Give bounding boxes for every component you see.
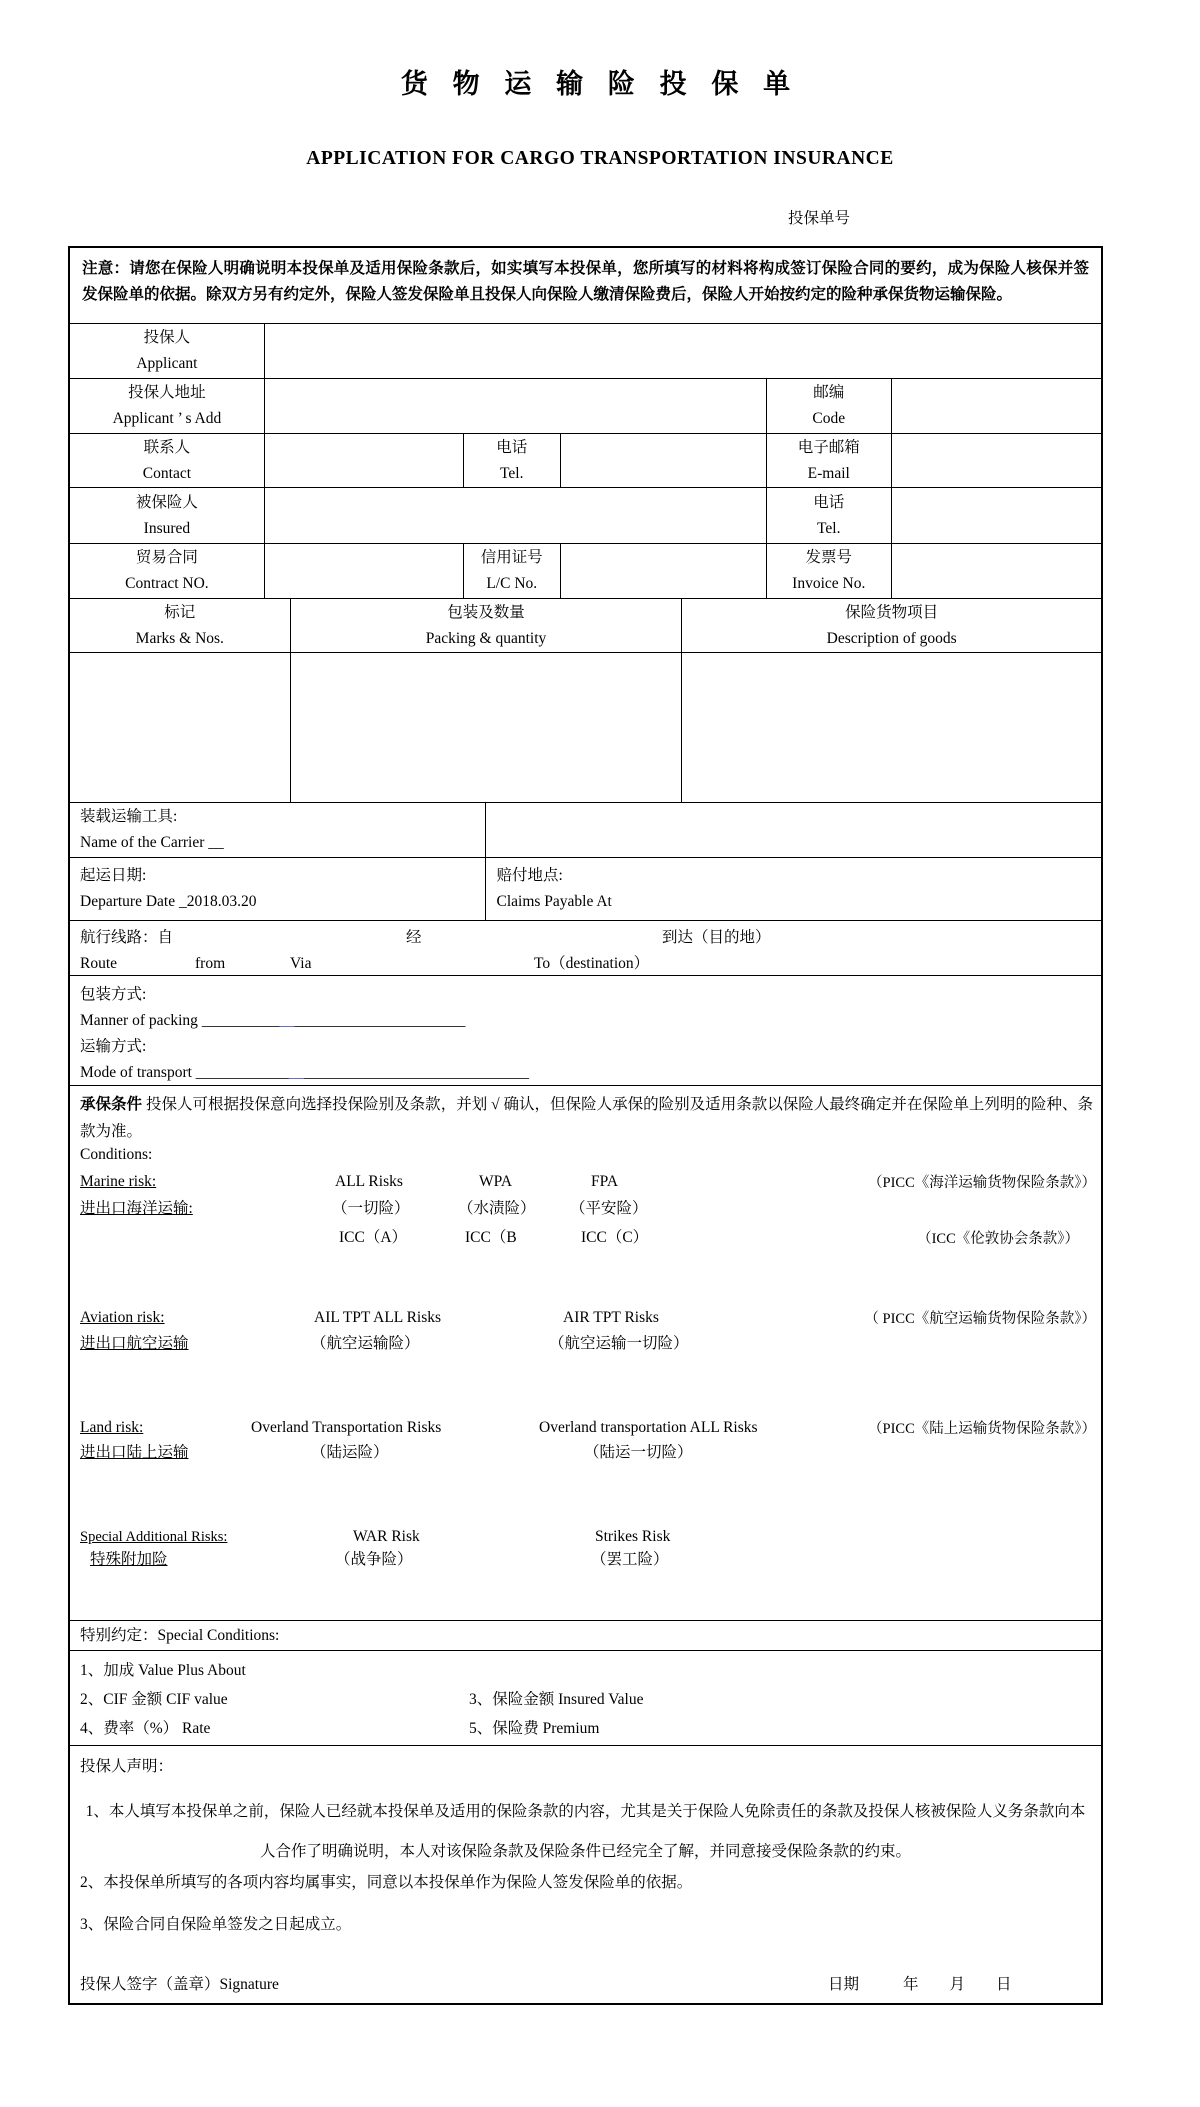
aviation-risk-label-cn: 进出口航空运输 [80,1335,189,1352]
departure-label-cn: 起运日期: [80,867,147,884]
route-cn-from: 航行线路：自 [80,929,174,946]
insured-label-cn: 被保险人 [135,493,198,511]
lc-label-cn: 信用证号 [480,549,543,566]
declaration-item-2: 2、本投保单所填写的各项内容均属事实，同意以本投保单作为保险人签发保险单的依据。 [80,1874,693,1891]
icc-c-option[interactable]: ICC（C） [581,1229,649,1246]
aviation-risk-label: Aviation risk: [80,1309,165,1326]
manner-label-en: Manner of packing [80,1012,202,1029]
packing-header-en: Packing & quantity [425,629,547,647]
land-option2-cn: （陆运一切险） [584,1444,693,1461]
insured-value-item: 3、保险金额 Insured Value [469,1691,644,1708]
email-label-cn: 电子邮箱 [797,438,860,456]
applicant-address-field[interactable] [264,379,766,433]
contact-label [70,434,264,487]
land-risk-label: Land risk: [80,1419,144,1436]
marine-fpa-cn: （平安险） [570,1200,648,1217]
manner-underline-blue: __ [279,1012,295,1029]
war-risk-cn: （战争险） [335,1551,413,1568]
aviation-picc-note: （ PICC《航空运输货物保险条款》） [864,1311,1096,1327]
lc-label [463,544,560,598]
land-overland-all-risks-option[interactable]: Overland transportation ALL Risks [539,1419,758,1436]
applicant-address-label [70,379,264,433]
mode-of-transport-line[interactable] [80,1060,1091,1085]
aviation-all-risks-option[interactable]: AIL TPT ALL Risks [314,1309,442,1326]
marine-all-risks-cn: （一切险） [332,1200,410,1217]
marks-header [70,599,290,652]
carrier-field[interactable] [485,803,1101,857]
route-cn-via: 经 [406,929,422,946]
mode-underline: ____________ [195,1064,289,1081]
aviation-risks-option[interactable]: AIR TPT Risks [563,1309,659,1326]
cif-value-item: 2、CIF 金额 CIF value [80,1691,228,1708]
page-title: 货 物 运 输 险 投 保 单 [400,69,800,99]
mode-label-en: Mode of transport [80,1064,196,1081]
mode-underline-blue: __ [288,1064,305,1081]
special-additional-risks-label: Special Additional Risks: [80,1529,228,1545]
marine-wpa-cn: （水渍险） [458,1200,536,1217]
marks-header-cn: 标记 [164,603,196,621]
carrier-label-cn: 装载运输工具: [80,808,178,825]
carrier-label [70,803,485,857]
conditions-label: Conditions: [80,1146,153,1163]
marks-header-en: Marks & Nos. [135,629,224,647]
tel-label [463,434,560,487]
applicant-label-cn: 投保人 [143,329,191,346]
manner-underline: __________ [201,1012,280,1029]
address-label-en: Applicant ’ s Add [112,410,222,427]
applicant-label [70,324,264,378]
manner-of-packing-line[interactable] [80,1008,1091,1034]
insured-label [70,488,264,543]
invoice-label [766,544,891,598]
date-ymd[interactable]: 年 月 日 [903,1976,1012,1993]
strikes-risk-cn: （罢工险） [591,1551,669,1568]
rate-item: 4、费率（%） Rate [80,1720,211,1737]
insured-tel-label [766,488,891,543]
lc-field[interactable] [560,544,766,598]
insured-label-en: Insured [143,519,191,537]
insured-tel-field[interactable] [891,488,1101,543]
declaration-header: 投保人声明： [80,1758,174,1775]
route-row[interactable] [70,921,1101,975]
land-option1-cn: （陆运险） [311,1444,389,1461]
conditions-section [70,1086,1101,1620]
postcode-label [766,379,891,433]
claims-payable[interactable] [485,858,1101,920]
contract-label-cn: 贸易合同 [135,549,198,566]
tel-label-en: Tel. [500,464,524,482]
notice-text: 注意：请您在保险人明确说明本投保单及适用保险条款后，如实填写本投保单，您所填写的材料将构成签订保险合同的要约，成为保险人核保并签发保险单的依据。除双方另有约定外，保险人签发保险单且投保人向保险人缴清保险费后，保险人开始按约定的险种承保货物运输保险。 [82,260,1089,303]
marine-wpa-option[interactable]: WPA [479,1173,513,1190]
premium-item: 5、保险费 Premium [469,1720,600,1737]
invoice-field[interactable] [891,544,1101,598]
page-subtitle: APPLICATION FOR CARGO TRANSPORTATION INSURANCE [306,148,894,169]
route-en: Route [80,955,118,972]
route-en-from: from [195,955,226,972]
policy-number-label: 投保单号 [788,210,851,227]
special-additional-risks-label-cn: 特殊附加险 [90,1551,168,1568]
contact-field[interactable] [264,434,463,487]
claims-label-en: Claims Payable At [496,893,612,910]
insured-tel-label-en: Tel. [817,519,841,537]
declaration-item-1: 1、本人填写本投保单之前，保险人已经就本投保单及适用的保险条款的内容，尤其是关于保险人免除责任的条款及投保人核被保险人义务条款向本人合作了明确说明，本人对该保险条款及保险条件已经完全了解，并同意接受保险条款的约束。 [85,1803,1086,1860]
aviation-option1-cn: （航空运输险） [311,1335,420,1352]
applicant-field[interactable] [264,324,1101,378]
icc-a-option[interactable]: ICC（A） [339,1229,408,1246]
special-conditions-header [70,1621,1101,1650]
contract-field[interactable] [264,544,463,598]
invoice-label-cn: 发票号 [805,549,852,566]
war-risk-option[interactable]: WAR Risk [353,1528,420,1545]
carrier-label-en: Name of the Carrier __ [80,834,224,851]
land-overland-option[interactable]: Overland Transportation Risks [251,1419,442,1436]
conditions-intro-text: 投保人可根据投保意向选择投保险别及条款，并划 √ 确认，但保险人承保的险别及适用条款以保险人最终确定并在保险单上列明的险种、条款为准。 [80,1096,1093,1140]
aviation-option2-cn: （航空运输一切险） [549,1335,689,1352]
applicant-label-en: Applicant [136,355,198,372]
lc-label-en: L/C No. [486,575,538,592]
marine-risk-label-cn: 进出口海洋运输: [80,1200,193,1217]
claims-label-cn: 赔付地点: [496,867,563,884]
conditions-intro-bold: 承保条件 [80,1096,143,1113]
marine-risk-label: Marine risk: [80,1173,157,1190]
packing-header-cn: 包装及数量 [447,603,525,621]
description-field[interactable] [681,653,1101,802]
postcode-label-cn: 邮编 [813,384,845,401]
invoice-label-en: Invoice No. [792,575,866,592]
description-header-en: Description of goods [826,629,957,647]
value-plus-item: 1、加成 Value Plus About [80,1662,246,1679]
marine-picc-note: （PICC《海洋运输货物保险条款》） [868,1175,1096,1191]
manner-of-packing-cn: 包装方式: [80,986,147,1003]
description-header [681,599,1101,652]
signature-line[interactable]: 投保人签字（盖章）Signature [80,1976,279,1993]
marine-all-risks-option[interactable]: ALL Risks [335,1173,403,1190]
address-label-cn: 投保人地址 [128,384,206,401]
marine-fpa-option[interactable]: FPA [591,1173,619,1190]
icc-b-option[interactable]: ICC（B [465,1229,517,1246]
postcode-field[interactable] [891,379,1101,433]
packing-field[interactable] [290,653,682,802]
icc-london-note: （ICC《伦敦协会条款》） [917,1231,1079,1247]
contract-label-en: Contract NO. [125,575,209,592]
marks-field[interactable] [70,653,290,802]
packing-mode-row[interactable] [70,976,1101,1085]
route-en-to: To（destination） [534,955,650,972]
land-picc-note: （PICC《陆上运输货物保险条款》） [868,1421,1096,1437]
contract-label [70,544,264,598]
special-conditions-items[interactable] [70,1651,1101,1745]
insured-tel-label-cn: 电话 [813,493,845,511]
special-conditions-title: 特别约定：Special Conditions: [80,1626,280,1644]
route-cn-to: 到达（目的地） [662,929,771,946]
application-form-table [68,246,1103,2005]
packing-header [290,599,682,652]
postcode-label-en: Code [812,410,846,427]
email-label-en: E-mail [807,464,850,482]
date-label: 日期 [828,1976,860,1993]
contact-label-en: Contact [142,464,192,482]
tel-field[interactable] [560,434,766,487]
email-field[interactable] [891,434,1101,487]
declaration-section [70,1746,1101,2003]
tel-label-cn: 电话 [496,438,528,456]
declaration-item-3: 3、保险合同自保险单签发之日起成立。 [80,1916,352,1933]
description-header-cn: 保险货物项目 [845,603,939,621]
land-risk-label-cn: 进出口陆上运输 [80,1444,189,1461]
departure-label-en: Departure Date _2018.03.20 [80,893,257,910]
insured-field[interactable] [264,488,766,543]
manner-underline2: ______________________ [294,1012,466,1029]
email-label [766,434,891,487]
conditions-intro [80,1091,1093,1145]
mode-of-transport-cn: 运输方式: [80,1038,147,1055]
mode-underline2: _____________________________ [304,1064,530,1081]
route-en-via: Via [290,955,312,972]
contact-label-cn: 联系人 [143,438,191,456]
strikes-risk-option[interactable]: Strikes Risk [595,1528,671,1545]
departure-date [70,858,485,920]
